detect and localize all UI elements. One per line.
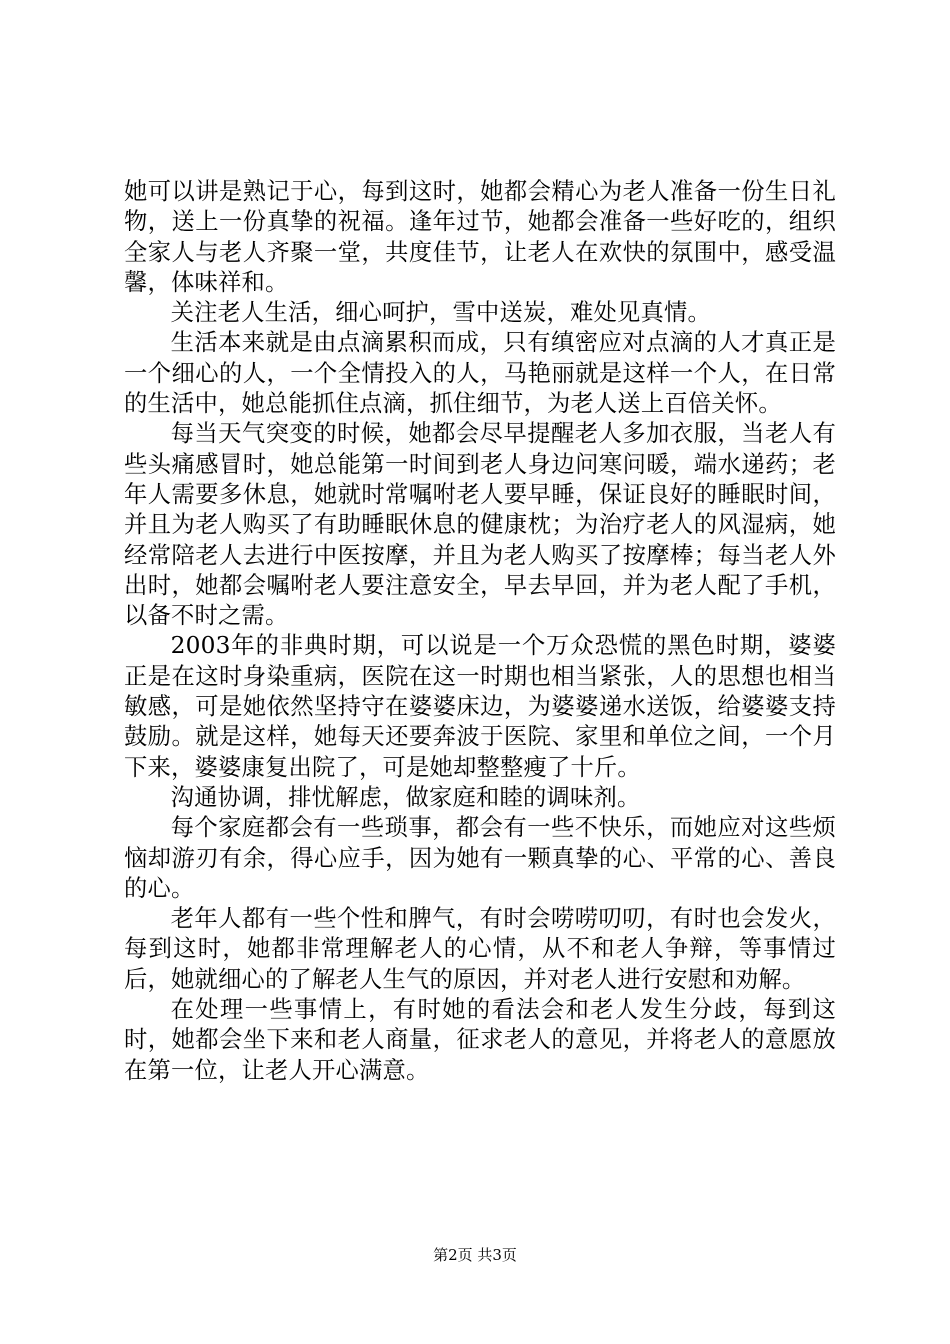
paragraph-8: 老年人都有一些个性和脾气，有时会唠唠叨叨，有时也会发火，每到这时，她都非常理解老人的心情，从不和老人争辩，等事情过后，她就细心的了解老人生气的原因，并对老人进行安慰和劝解。 xyxy=(124,905,836,993)
paragraph-4: 每当天气突变的时候，她都会尽早提醒老人多加衣服，当老人有些头痛感冒时，她总能第一时间到老人身边问寒问暖，端水递药；老年人需要多休息，她就时常嘱咐老人要早睡，保证良好的睡眠时间，并且为老人购买了有助睡眠休息的健康枕；为治疗老人的风湿病，她经常陪老人去进行中医按摩，并且为老人购买了按摩棒；每当老人外出时，她都会嘱咐老人要注意安全，早去早回，并为老人配了手机，以备不时之需。 xyxy=(124,420,836,630)
document-body xyxy=(124,177,836,1086)
paragraph-6: 沟通协调，排忧解虑，做家庭和睦的调味剂。 xyxy=(170,783,641,811)
paragraph-3: 生活本来就是由点滴累积而成，只有缜密应对点滴的人才真正是一个细心的人，一个全情投入的人，马艳丽就是这样一个人，在日常的生活中，她总能抓住点滴，抓住细节，为老人送上百倍关怀。 xyxy=(124,329,836,418)
paragraph-9: 在处理一些事情上，有时她的看法会和老人发生分歧，每到这时，她都会坐下来和老人商量，征求老人的意见，并将老人的意愿放在第一位，让老人开心满意。 xyxy=(124,996,836,1084)
page-footer: 第2页 共3页 xyxy=(433,1246,517,1264)
paragraph-1: 她可以讲是熟记于心，每到这时，她都会精心为老人准备一份生日礼物，送上一份真挚的祝福。逢年过节，她都会准备一些好吃的，组织全家人与老人齐聚一堂，共度佳节，让老人在欢快的氛围中，感受温馨，体味祥和。 xyxy=(124,178,836,296)
paragraph-5: 2003年的非典时期，可以说是一个万众恐慌的黑色时期，婆婆正是在这时身染重病，医院在这一时期也相当紧张，人的思想也相当敏感，可是她依然坚持守在婆婆床边，为婆婆递水送饭，给婆婆支持鼓励。就是这样，她每天还要奔波于医院、家里和单位之间，一个月下来，婆婆康复出院了，可是她却整整瘦了十斤。 xyxy=(124,632,836,781)
paragraph-7: 每个家庭都会有一些琐事，都会有一些不快乐，而她应对这些烦恼却游刃有余，得心应手，因为她有一颗真挚的心、平常的心、善良的心。 xyxy=(124,814,836,902)
paragraph-2: 关注老人生活，细心呵护，雪中送炭，难处见真情。 xyxy=(170,299,712,327)
